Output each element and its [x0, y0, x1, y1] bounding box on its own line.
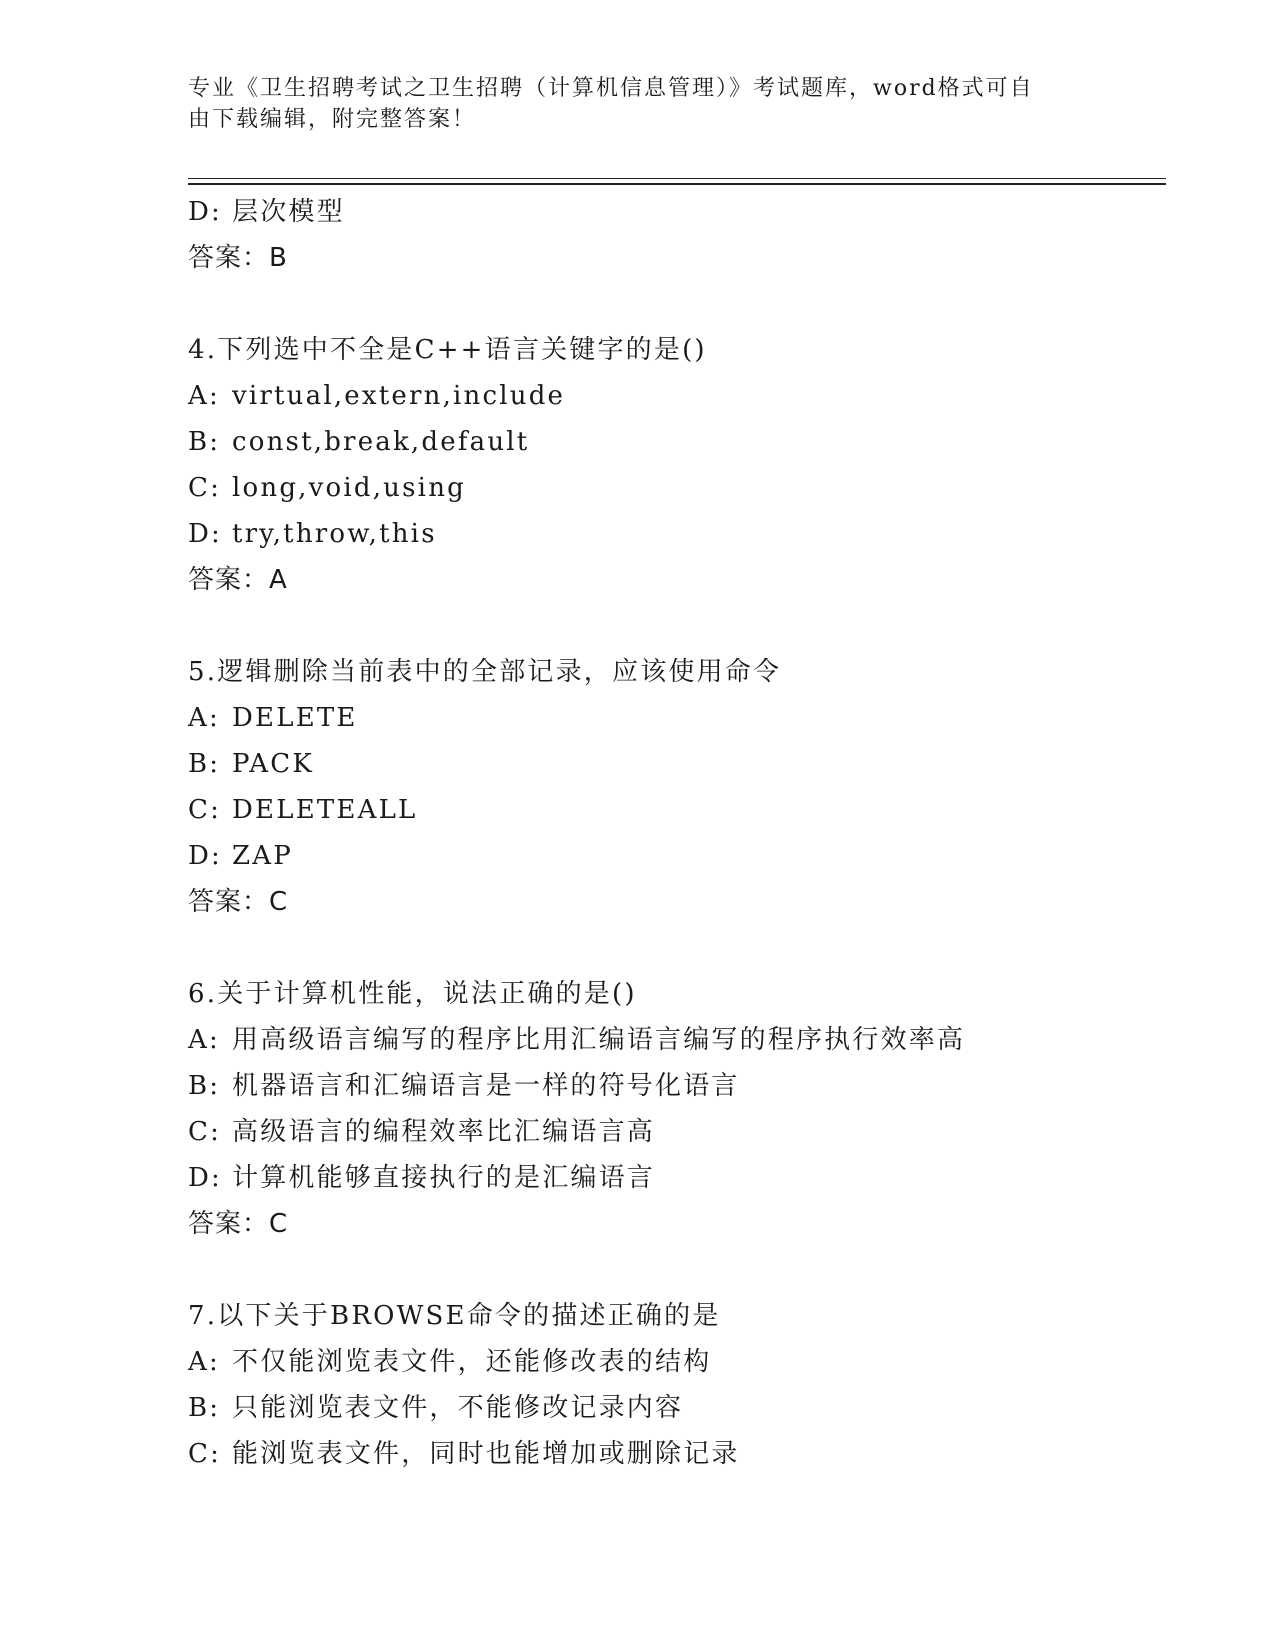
- option-text: 机器语言和汇编语言是一样的符号化语言: [232, 1071, 740, 1101]
- option-label: B:: [188, 749, 221, 779]
- answer-line: 答案：C: [188, 1209, 289, 1239]
- option-d: [188, 189, 1188, 235]
- option-text: DELETEALL: [232, 795, 418, 825]
- option-text: virtual,extern,include: [232, 381, 566, 411]
- question-6: [188, 971, 1188, 1247]
- option-d: [188, 1155, 1188, 1201]
- option-d: [188, 511, 1188, 557]
- answer-line: 答案：C: [188, 887, 289, 917]
- option-label: C:: [188, 1439, 222, 1469]
- question-5: [188, 649, 1188, 925]
- option-b: [188, 741, 1188, 787]
- option-text: 能浏览表文件，同时也能增加或删除记录: [232, 1439, 740, 1469]
- option-label: C:: [188, 473, 222, 503]
- option-label: D:: [188, 1163, 223, 1193]
- option-c: [188, 1109, 1188, 1155]
- option-d: [188, 833, 1188, 879]
- option-label: A:: [188, 381, 220, 411]
- option-c: [188, 787, 1188, 833]
- document-body: [188, 189, 1188, 1477]
- option-text: 计算机能够直接执行的是汇编语言: [232, 1163, 656, 1193]
- document-header: 专业《卫生招聘考试之卫生招聘（计算机信息管理）》考试题库，word格式可自 由下载编辑，附完整答案！: [188, 76, 1034, 132]
- option-b: [188, 1063, 1188, 1109]
- option-label: D:: [188, 197, 223, 227]
- option-label: A:: [188, 703, 220, 733]
- option-a: [188, 373, 1188, 419]
- option-text: try,throw,this: [232, 519, 437, 549]
- option-a: [188, 1339, 1188, 1385]
- answer-line: 答案：B: [188, 243, 288, 273]
- option-c: [188, 1431, 1188, 1477]
- option-text: ZAP: [232, 841, 293, 871]
- option-c: [188, 465, 1188, 511]
- option-a: [188, 1017, 1188, 1063]
- header-divider-thin: [188, 178, 1166, 179]
- option-a: [188, 695, 1188, 741]
- option-label: A:: [188, 1025, 220, 1055]
- option-text: 只能浏览表文件，不能修改记录内容: [232, 1393, 684, 1423]
- question-title: 5.逻辑删除当前表中的全部记录，应该使用命令: [188, 657, 782, 687]
- option-label: B:: [188, 427, 221, 457]
- question-title: 4.下列选中不全是C++语言关键字的是(): [188, 335, 707, 365]
- option-label: D:: [188, 841, 223, 871]
- header-divider-thick: [188, 183, 1166, 185]
- option-text: const,break,default: [232, 427, 530, 457]
- option-label: B:: [188, 1393, 221, 1423]
- question-title: 6.关于计算机性能，说法正确的是(): [188, 979, 637, 1009]
- option-text: 用高级语言编写的程序比用汇编语言编写的程序执行效率高: [232, 1025, 966, 1055]
- option-label: B:: [188, 1071, 221, 1101]
- question-title: 7.以下关于BROWSE命令的描述正确的是: [188, 1301, 721, 1331]
- option-text: 高级语言的编程效率比汇编语言高: [232, 1117, 656, 1147]
- option-text: PACK: [232, 749, 315, 779]
- option-b: [188, 419, 1188, 465]
- option-text: DELETE: [232, 703, 358, 733]
- option-b: [188, 1385, 1188, 1431]
- option-text: 不仅能浏览表文件，还能修改表的结构: [232, 1347, 712, 1377]
- question-7: [188, 1293, 1188, 1477]
- option-text: 层次模型: [232, 197, 345, 227]
- answer-line: 答案：A: [188, 565, 288, 595]
- option-label: D:: [188, 519, 223, 549]
- option-label: C:: [188, 795, 222, 825]
- option-text: long,void,using: [232, 473, 466, 503]
- option-label: A:: [188, 1347, 220, 1377]
- question-4: [188, 327, 1188, 603]
- option-label: C:: [188, 1117, 222, 1147]
